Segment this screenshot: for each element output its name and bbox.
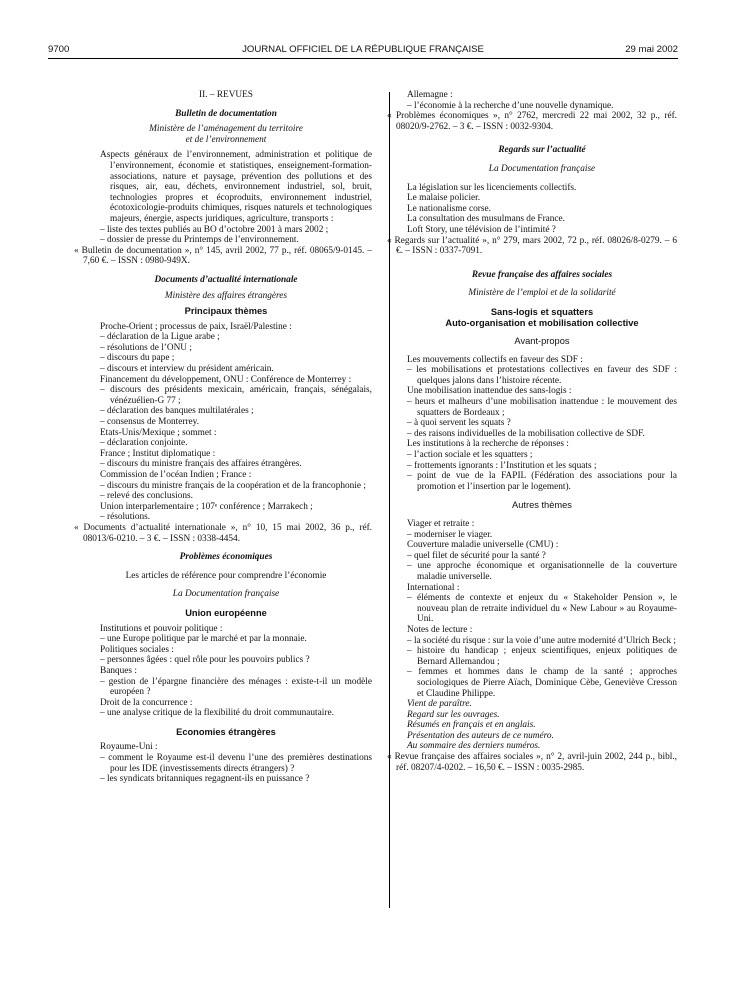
rfas-dossier-subtitle: Auto-organisation et mobilisation collective xyxy=(445,317,639,328)
rfas-rubric: Vient de paraître. xyxy=(407,699,472,710)
dai-topic-line: – résolutions. xyxy=(100,512,151,523)
header-rule xyxy=(48,58,678,59)
rfas-rubrics-list xyxy=(407,699,677,752)
rfas-dossier-line: – des raisons individuelles de la mobilisation collective de SDF. xyxy=(407,428,645,439)
rfas-dossier-line: Les institutions à la recherche de réponses : xyxy=(407,439,569,450)
rfas-ministry: Ministère de l’emploi et de la solidarité xyxy=(468,288,616,299)
bulletin-title: Bulletin de documentation xyxy=(175,108,277,119)
pe-title: Problèmes économiques xyxy=(179,552,273,563)
dai-topic-line: – résolutions de l’ONU ; xyxy=(100,342,192,353)
pe-publisher: La Documentation française xyxy=(172,589,280,600)
rsa-title: Regards sur l’actualité xyxy=(498,145,586,156)
pe-ue-line: – personnes âgées : quel rôle pour les pouvoirs publics ? xyxy=(100,655,310,666)
rfas-theme-line: – une approche économique et organisationnelle de la couverture maladie universelle. xyxy=(407,561,677,582)
pe-ue-line: Institutions et pouvoir politique : xyxy=(100,623,223,634)
dai-reference: « Documents d’actualité internationale », n° 10, 15 mai 2002, 36 p., réf. 08013/6-0210. – 3 €. – ISSN : 0338-4454. xyxy=(74,522,372,544)
dai-topic-line: – déclaration de la Ligue arabe ; xyxy=(100,332,220,343)
dai-title: Documents d’actualité internationale xyxy=(154,274,298,285)
dai-topic-line: – relevé des conclusions. xyxy=(100,491,193,502)
rfas-rubric: Au sommaire des derniers numéros. xyxy=(407,741,541,752)
rfas-dossier-list xyxy=(407,355,677,493)
rfas-dossier-line: Une mobilisation inattendue des sans-logis : xyxy=(407,386,572,397)
dai-topic-line: Financement du développement, ONU : Conférence de Monterrey : xyxy=(100,374,352,385)
pe-ue-line: – une analyse critique de la flexibilité du droit communautaire. xyxy=(100,708,334,719)
rfas-dossier-title: Sans-logis et squatters xyxy=(490,306,594,317)
dai-themes-heading: Principaux thèmes xyxy=(184,306,268,317)
pe-eco-line: – les syndicats britanniques regagnent-ils en puissance ? xyxy=(100,774,310,785)
rfas-theme-line: Couverture maladie universelle (CMU) : xyxy=(407,540,559,551)
rsa-article: La législation sur les licenciements collectifs. xyxy=(407,182,577,193)
journal-title: JOURNAL OFFICIEL DE LA RÉPUBLIQUE FRANÇAISE xyxy=(242,44,484,55)
pe-ue-line: Droit de la concurrence : xyxy=(100,697,193,708)
rfas-dossier-line: – heurs et malheurs d’une mobilisation inattendue : le mouvement des squatters de Bordeaux ; xyxy=(407,397,677,418)
pe-eco-heading: Economies étrangères xyxy=(176,726,276,737)
bulletin-dossier: – liste des textes publiés au BO d’octobre 2001 à mars 2002 ; xyxy=(100,224,329,235)
rfas-dossier-line: – les mobilisations et protestations collectives en faveur des SDF : quelques jalons dans l’histoire récente. xyxy=(407,365,677,386)
pe-ue-line: – une Europe politique par le marché et par la monnaie. xyxy=(100,634,307,645)
dai-topic-line: – déclaration conjointe. xyxy=(100,438,188,449)
bulletin-intro: Aspects généraux de l’environnement, administration et politique de l’environnement, économie et statistiques, enseignement-formation-associations, nature et paysage, prévention des pollutions et des risques, air, eau, déchets, environnement industriel, sol, bruit, technologies propres et écoproduits, environnement industriel, écotoxicologie-produits chimiques, risques naturels et technologiques majeurs, énergie, aspects juridiques, agriculture, transports : xyxy=(100,150,372,224)
rfas-title: Revue française des affaires sociales xyxy=(471,269,613,280)
section-title: II. – REVUES xyxy=(199,90,253,100)
dai-topic-line: – discours du ministre français des affaires étrangères. xyxy=(100,459,302,470)
rfas-dossier-line: – frottements ignorants : l’Institution et les squats ; xyxy=(407,460,597,471)
pe-continued-line: Allemagne : xyxy=(407,90,453,100)
rsa-article: Loft Story, une télévision de l’intimité ? xyxy=(407,224,556,235)
dai-topic-line: Union interparlementaire ; 107ᵉ conférence ; Marrakech ; xyxy=(100,501,313,512)
dai-topic-line: – discours et interview du président américain. xyxy=(100,364,274,375)
dai-topic-line: – consensus de Monterrey. xyxy=(100,417,200,428)
right-column xyxy=(387,90,677,773)
dai-topic-list xyxy=(80,322,372,523)
bulletin-dossier: – dossier de presse du Printemps de l’environnement. xyxy=(100,235,299,246)
pe-continued-line: – l’économie à la recherche d’une nouvelle dynamique. xyxy=(407,100,614,111)
rfas-theme-line: Notes de lecture : xyxy=(407,624,473,635)
dai-topic-line: France ; Institut diplomatique : xyxy=(100,448,216,459)
pe-eco-line: – comment le Royaume est-il devenu l’une des premières destinations pour les IDE (investissements directs étrangers) ? xyxy=(100,753,372,774)
dai-topic-line: Etats-Unis/Mexique ; sommet : xyxy=(100,427,217,438)
rfas-theme-line: – éléments de contexte et enjeux du « Stakeholder Pension », le nouveau plan de retraite individuel du « New Labour » au Royaume-Uni. xyxy=(407,593,677,625)
rfas-rubric: Résumés en français et en anglais. xyxy=(407,720,536,731)
dai-topic-line: – discours des présidents mexicain, américain, français, sénégalais, vénézuélien-G 77 ; xyxy=(100,385,372,406)
dai-topic-line: – discours du pape ; xyxy=(100,353,175,364)
rsa-article: Le malaise policier. xyxy=(407,193,481,204)
pe-reference: « Problèmes économiques », n° 2762, mercredi 22 mai 2002, 32 p., réf. 08020/9-2762. – 3 €. – ISSN : 0032-9304. xyxy=(387,111,677,132)
pe-intro: Les articles de référence pour comprendre l’économie xyxy=(125,570,327,581)
issue-date: 29 mai 2002 xyxy=(625,44,678,55)
rsa-publisher: La Documentation française xyxy=(488,163,596,174)
rfas-theme-line: – histoire du handicap ; enjeux scientifiques, enjeux politiques de Bernard Allemandou ; xyxy=(407,646,677,667)
bulletin-reference: « Bulletin de documentation », n° 145, avril 2002, 77 p., réf. 08065/9-0145. – 7,60 €. – ISSN : 0980-949X. xyxy=(74,245,372,267)
rfas-rubric: Regard sur les ouvrages. xyxy=(407,709,500,720)
rfas-dossier-line: – point de vue de la FAPIL (Fédération des associations pour la promotion et l’insertion par le logement). xyxy=(407,471,677,492)
rfas-theme-line: – moderniser le viager. xyxy=(407,529,493,540)
bulletin-ministry: Ministère de l’aménagement du territoire xyxy=(149,124,303,135)
dai-ministry: Ministère des affaires étrangères xyxy=(164,290,288,301)
page-number: 9700 xyxy=(48,44,70,55)
pe-ue-line: – gestion de l’épargne financière des ménages : existe-t-il un modèle européen ? xyxy=(100,676,372,698)
rsa-article-list xyxy=(407,183,677,236)
rfas-other-themes-heading: Autres thèmes xyxy=(512,500,572,511)
rfas-dossier-line: – à quoi servent les squats ? xyxy=(407,418,511,429)
dai-topic-line: Proche-Orient ; processus de paix, Israël/Palestine : xyxy=(100,321,292,332)
dai-topic-line: – discours du ministre français de la coopération et de la francophonie ; xyxy=(100,480,366,491)
rfas-theme-line: Viager et retraite : xyxy=(407,519,475,529)
pe-ue-line: Banques : xyxy=(100,665,137,676)
rsa-article: Le nationalisme corse. xyxy=(407,203,491,214)
bulletin-ministry-cont: et de l’environnement xyxy=(185,134,267,145)
column-divider xyxy=(389,92,390,908)
rfas-theme-line: – femmes et hommes dans le champ de la santé ; approches sociologiques de Pierre Aïach, Dominique Cèbe, Geneviève Cresson et Claudine Philippe. xyxy=(407,667,677,699)
pe-ue-heading: Union européenne xyxy=(185,607,267,618)
page-header xyxy=(48,44,678,58)
rfas-theme-line: International : xyxy=(407,582,460,593)
pe-eco-list xyxy=(80,742,372,784)
rfas-theme-line: – la société du risque : sur la voie d’une autre modernité d’Ulrich Beck ; xyxy=(407,635,677,646)
dai-topic-line: Commission de l’océan Indien ; France : xyxy=(100,470,252,480)
pe-continued-list xyxy=(407,90,677,111)
rfas-dossier-line: – l’action sociale et les squatters ; xyxy=(407,450,533,461)
rsa-reference: « Regards sur l’actualité », n° 279, mars 2002, 72 p., réf. 08026/8-0279. – 6 €. – ISSN : 0337-7091. xyxy=(387,235,677,257)
dai-topic-line: – déclaration des banques multilatérales ; xyxy=(100,406,254,417)
rfas-foreword-heading: Avant-propos xyxy=(514,336,570,347)
rfas-rubric: Présentation des auteurs de ce numéro. xyxy=(407,730,554,741)
rfas-reference: « Revue française des affaires sociales », n° 2, avril-juin 2002, 244 p., bibl., réf. 08207/4-0202. – 16,50 €. – ISSN : 0035-2985. xyxy=(387,752,677,773)
pe-eco-line: Royaume-Uni : xyxy=(100,742,158,753)
pe-ue-line: Politiques sociales : xyxy=(100,644,174,655)
rsa-article: La consultation des musulmans de France. xyxy=(407,214,566,225)
rfas-theme-line: – quel filet de sécurité pour la santé ? xyxy=(407,550,546,561)
left-column xyxy=(74,90,372,785)
rfas-themes-list xyxy=(407,519,677,699)
rfas-dossier-line: Les mouvements collectifs en faveur des SDF : xyxy=(407,354,583,365)
pe-ue-list xyxy=(80,624,372,719)
